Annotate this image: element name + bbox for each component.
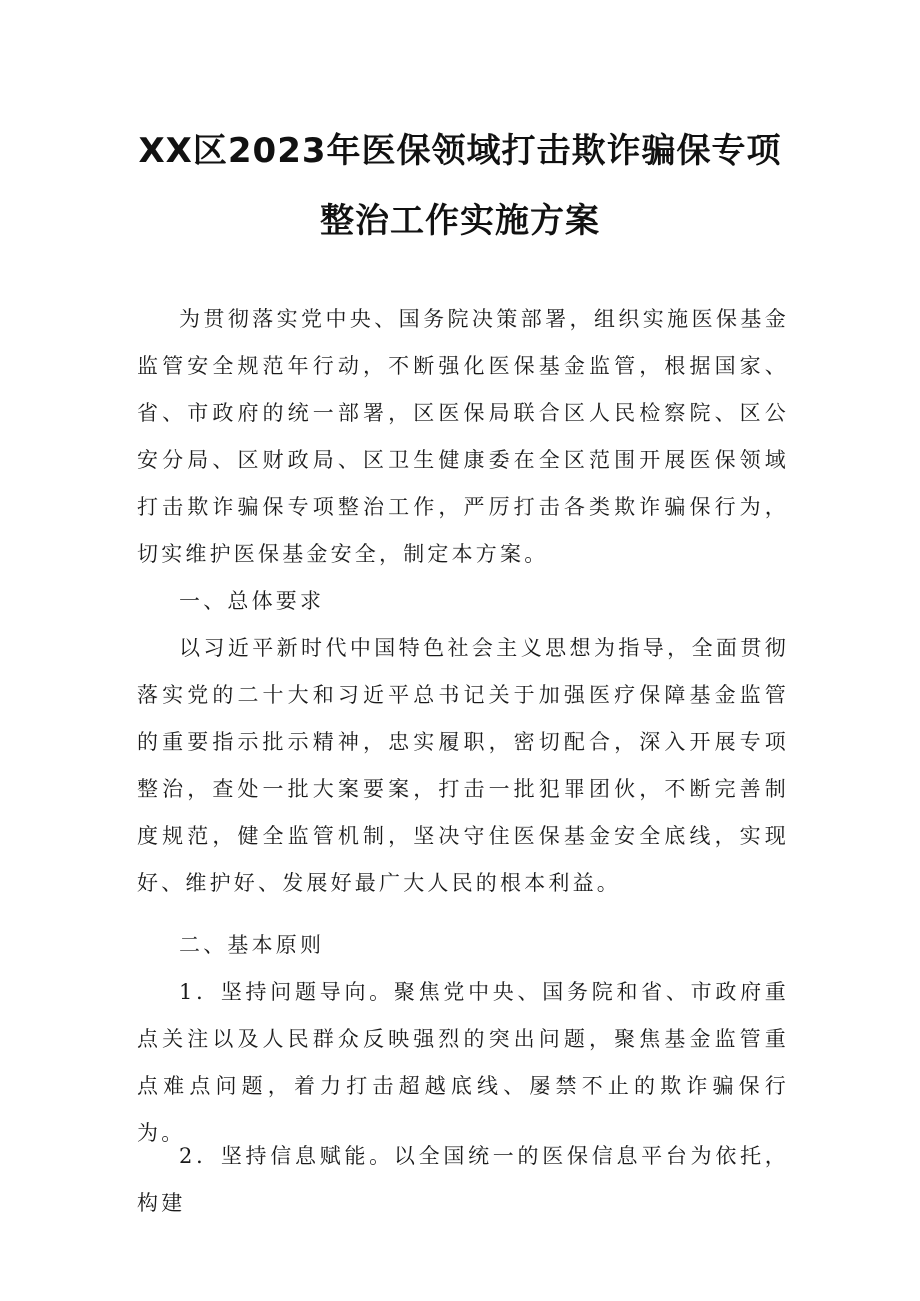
document-title-line-1: XX区2023年医保领域打击欺诈骗保专项: [138, 131, 782, 171]
paragraph-general-requirements-text: 以习近平新时代中国特色社会主义思想为指导，全面贯彻落实党的二十大和习近平总书记关于加强医疗保障基金监管的重要指示批示精神，忠实履职，密切配合，深入开展专项整治，查处一批大案要案，打击一批犯罪团伙，不断完善制度规范，健全监管机制，坚决守住医保基金安全底线，实现好、维护好、发展好最广大人民的根本利益。: [137, 636, 789, 895]
section-heading-general-requirements: [137, 578, 789, 625]
section-heading-text: 二、基本原则: [179, 933, 325, 957]
paragraph-principle-2: [137, 1133, 789, 1227]
paragraph-principle-1-text: 1．坚持问题导向。聚焦党中央、国务院和省、市政府重点关注以及人民群众反映强烈的突出问题，聚焦基金监管重点难点问题，着力打击超越底线、屡禁不止的欺诈骗保行为。: [137, 980, 789, 1145]
paragraph-principle-2-text: 2．坚持信息赋能。以全国统一的医保信息平台为依托，构建: [137, 1144, 789, 1215]
paragraph-intro: [137, 296, 789, 578]
paragraph-principle-1: [137, 969, 789, 1157]
paragraph-general-requirements: [137, 625, 789, 907]
paragraph-intro-text: 为贯彻落实党中央、国务院决策部署，组织实施医保基金监管安全规范年行动，不断强化医保基金监管，根据国家、省、市政府的统一部署，区医保局联合区人民检察院、区公安分局、区财政局、区卫生健康委在全区范围开展医保领域打击欺诈骗保专项整治工作，严厉打击各类欺诈骗保行为，切实维护医保基金安全，制定本方案。: [137, 307, 789, 566]
section-heading-text: 一、总体要求: [179, 589, 325, 613]
document-title-line-2: 整治工作实施方案: [320, 201, 600, 241]
section-heading-basic-principles: [137, 922, 789, 969]
